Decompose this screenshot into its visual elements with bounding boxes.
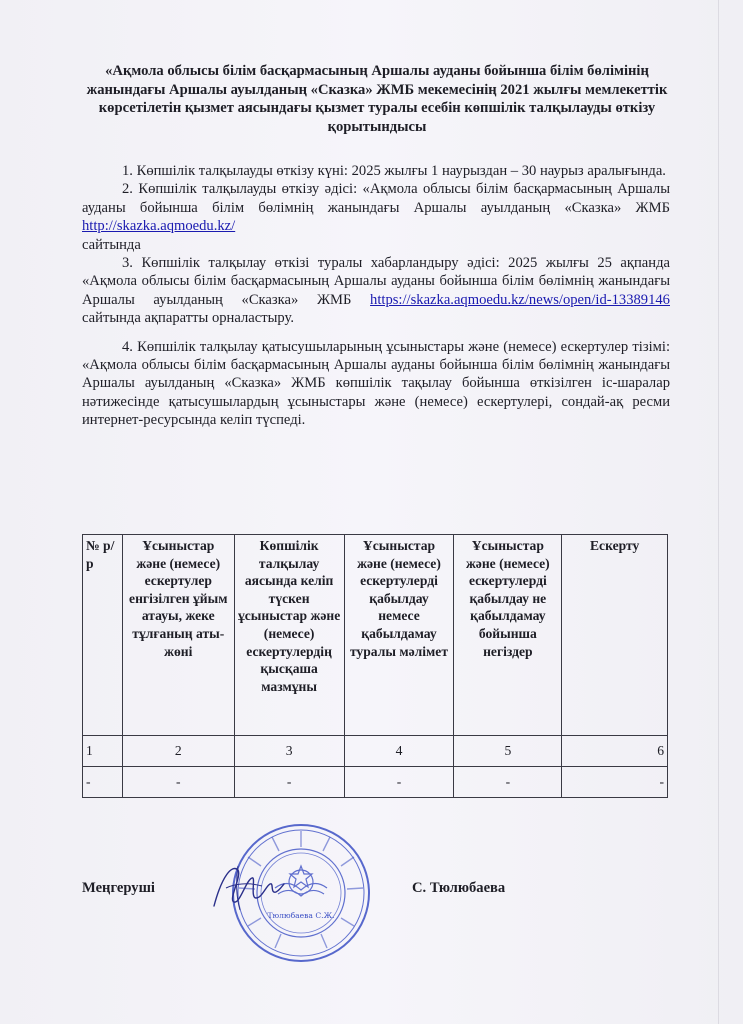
document-body (82, 162, 670, 430)
header-grounds: Ұсыныстар және (немесе) ескертулерді қабылдау не қабылдамау бойынша негіздер (454, 535, 562, 736)
item-3-link[interactable]: https://skazka.aqmoedu.kz/news/open/id-13389146 (370, 291, 670, 308)
header-decision: Ұсыныстар және (немесе) ескертулерді қабылдау немесе қабылдамау туралы мәлімет (344, 535, 454, 736)
table-cell: - (234, 767, 344, 798)
table-cell: 2 (122, 736, 234, 767)
item-2-text: 2. Көпшілік талқылауды өткізу әдісі: «Ақмола облысы білім басқармасының Аршалы ауданы бойынша білім бөлімнің жанындағы Аршалы ауылданың «Сказка» ЖМБ (82, 181, 670, 216)
item-1 (82, 162, 670, 180)
item-2 (82, 180, 670, 235)
item-4-text: 4. Көпшілік талқылау қатысушыларының ұсыныстары және (немесе) ескертулер тізімі: «Ақмола облысы білім басқармасының Аршалы ауданы бойынша білім бөлімнің жанындағы Аршалы ауылданың «Сказка» ЖМБ көпшілік тақылау бойынша өткізілген іс-шаралар нәтижесінде қатысушылардың ұсыныстары және (немесе) ескертулері, сондай-ақ ресми интернет-ресурсында келіп түспеді. (82, 338, 670, 429)
item-4 (82, 338, 670, 430)
header-summary: Көпшілік талқылау аясында келіп түскен ұсыныстар және (немесе) ескертулердің қысқаша мазмұны (234, 535, 344, 736)
document-title: «Ақмола облысы білім басқармасының Аршалы ауданы бойынша білім бөлімінің жанындағы Аршалы ауылданың «Сказка» ЖМБ мекемесінің 2021 жылғы мемлекеттік көрсетілетін қызмет аясындағы қызмет туралы есебін көпшілік талқылауды өткізу қорытындысы (86, 63, 668, 135)
table-cell: - (562, 767, 668, 798)
table-cell: - (83, 767, 123, 798)
page-edge (718, 0, 719, 1024)
item-3-text: 3. Көпшілік талқылау өткізі туралы хабарландыру әдісі: 2025 жылғы 25 ақпанда «Ақмола облысы білім басқармасының Аршалы ауданы бойынша білім бөлімнің жанындағы Аршалы ауылданың «Сказка» ЖМБ (82, 255, 670, 308)
table-cell: 1 (83, 736, 123, 767)
table-cell: - (454, 767, 562, 798)
position-label: Меңгеруші (82, 880, 155, 896)
signature-icon (208, 856, 288, 916)
table-row (83, 767, 668, 798)
signatory-name: С. Тюлюбаева (412, 880, 506, 896)
table-header-row (83, 535, 668, 736)
item-3 (82, 254, 670, 328)
table-cell: 4 (344, 736, 454, 767)
header-number: № р/р (83, 535, 123, 736)
table-cell: 6 (562, 736, 668, 767)
item-1-text: 1. Көпшілік талқылауды өткізу күні: 2025 жылғы 1 наурыздан – 30 наурыз аралығында. (122, 163, 666, 179)
table-row (83, 736, 668, 767)
item-2-link[interactable]: http://skazka.aqmoedu.kz/ (82, 218, 236, 235)
proposals-table (82, 534, 668, 798)
seal-center-text: Тюлюбаева С.Ж. (267, 911, 335, 920)
header-note: Ескерту (562, 535, 668, 736)
header-organization: Ұсыныстар және (немесе) ескертулер енгізілген ұйым атауы, жеке тұлғаның аты-жөні (122, 535, 234, 736)
item-3-tail: сайтында ақпаратты орналастыру. (82, 310, 294, 327)
table-cell: 3 (234, 736, 344, 767)
table-cell: 5 (454, 736, 562, 767)
table-cell: - (122, 767, 234, 798)
item-2-tail: сайтында (82, 236, 141, 253)
table-cell: - (344, 767, 454, 798)
